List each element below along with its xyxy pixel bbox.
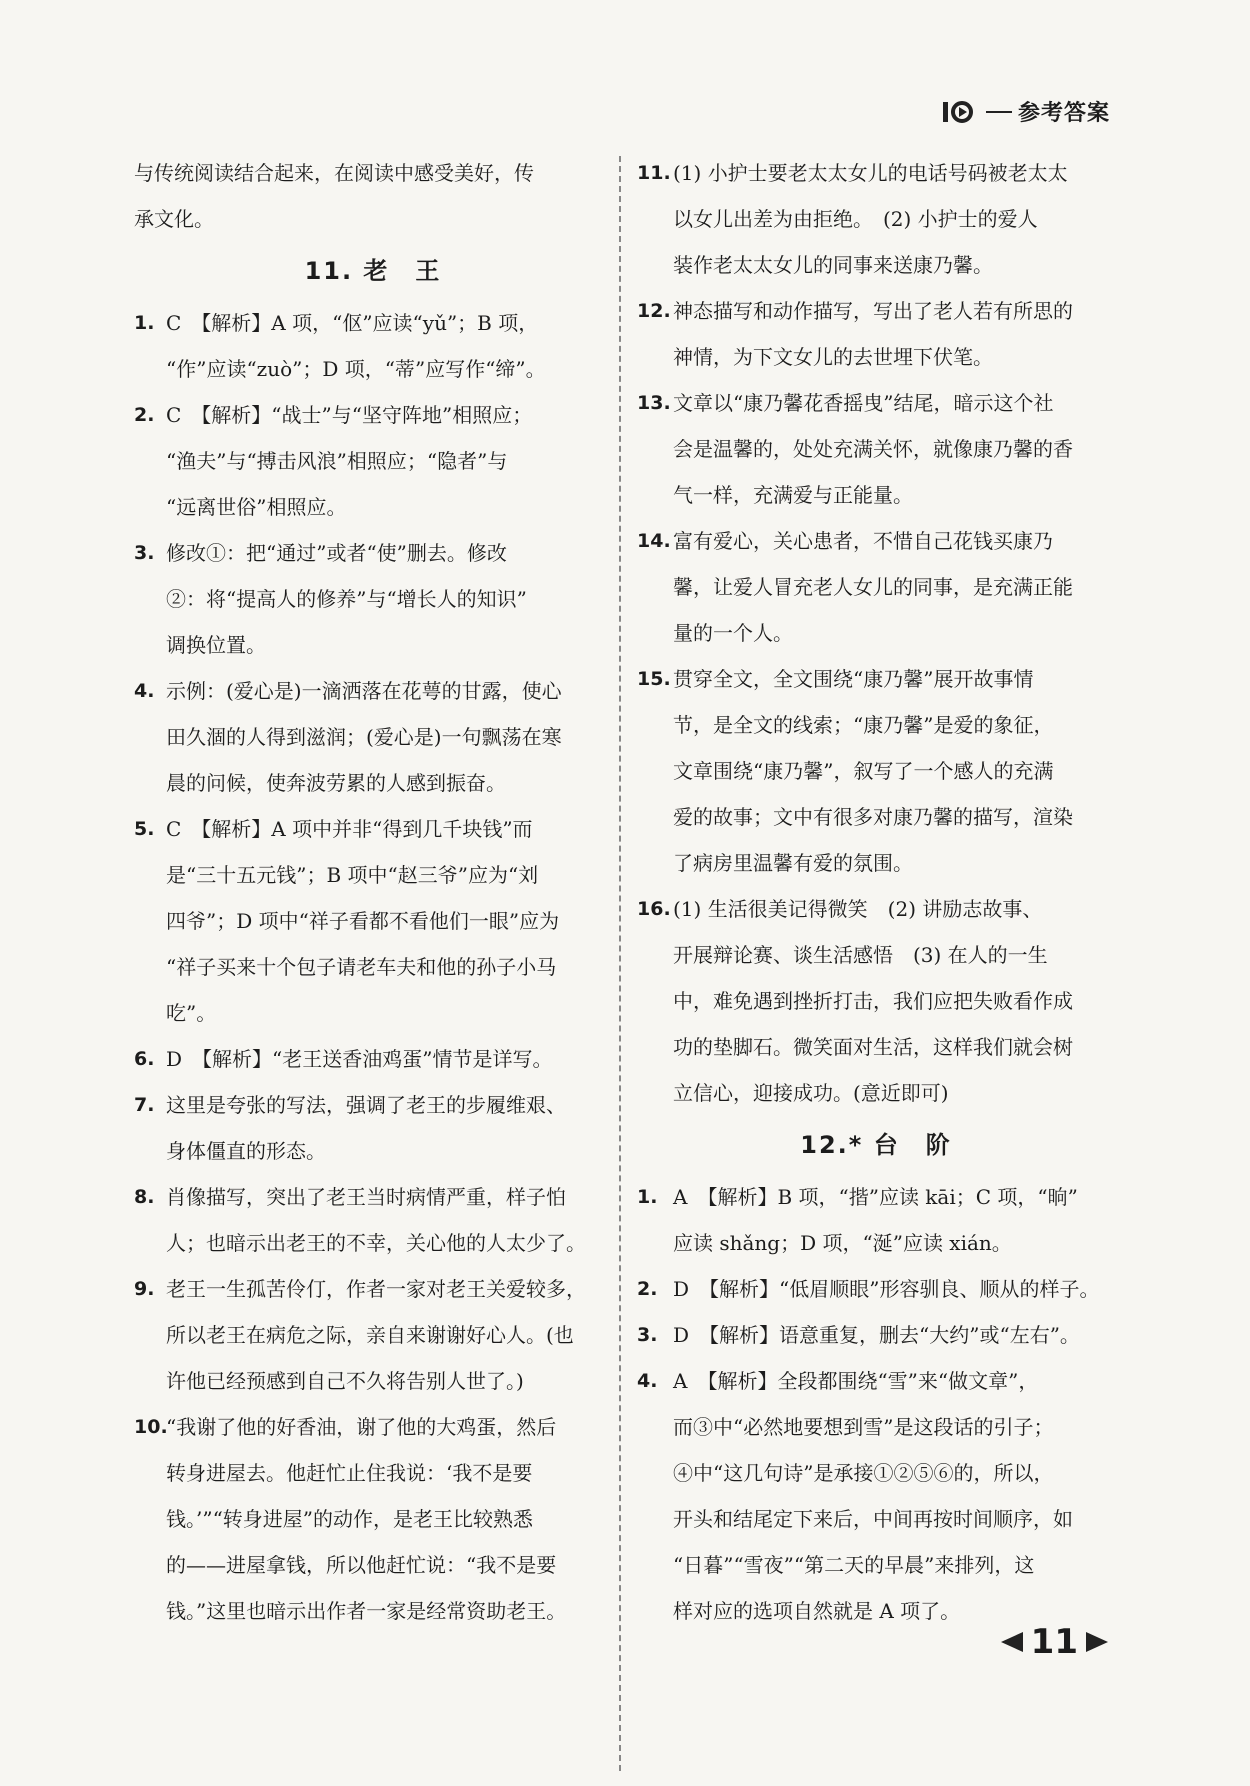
answer-line: A 【解析】全段都围绕“雪”来“做文章”，: [673, 1369, 1039, 1393]
answer-line: 神态描写和动作描写，写出了老人若有所思的: [673, 299, 1073, 323]
answer-line: 修改①：把“通过”或者“使”删去。修改: [166, 541, 507, 565]
logo-icon: [942, 100, 980, 124]
answer-line: D 【解析】“低眉顺眼”形容驯良、顺从的样子。: [673, 1277, 1100, 1301]
answer-line: C 【解析】A 项，“伛”应读“yǔ”；B 项，: [166, 311, 539, 335]
answer-line: “作”应读“zuò”；D 项，“蒂”应写作“缔”。: [166, 357, 546, 381]
answer-line: 的——进屋拿钱，所以他赶忙说：“我不是要: [166, 1553, 557, 1577]
answer-number: 1.: [637, 1186, 658, 1208]
answer-line: 气一样，充满爱与正能量。: [673, 483, 913, 507]
next-arrow-icon: [1084, 1629, 1110, 1655]
answer-line: 示例：(爱心是)一滴洒落在花萼的甘露，使心: [166, 679, 562, 703]
header-title: 参考答案: [1017, 101, 1110, 126]
answer-line: 了病房里温馨有爱的氛围。: [673, 851, 913, 875]
answer-number: 1.: [134, 312, 155, 334]
answer-line: D 【解析】语意重复，删去“大约”或“左右”。: [673, 1323, 1080, 1347]
answer-line: 身体僵直的形态。: [166, 1139, 326, 1163]
section-title-lao-wang: 11. 老 王: [304, 257, 442, 285]
column-divider: [619, 156, 621, 1771]
answer-line: 量的一个人。: [673, 621, 793, 645]
section-title-tai-jie: 12.* 台 阶: [800, 1131, 952, 1159]
answer-line: “日暮”“雪夜”“第二天的早晨”来排列，这: [673, 1553, 1035, 1577]
answer-line: 钱。’”“转身进屋”的动作，是老王比较熟悉: [166, 1507, 534, 1531]
answer-number: 7.: [134, 1094, 155, 1116]
answer-line: “远离世俗”相照应。: [166, 495, 347, 519]
answer-line: “祥子买来十个包子请老车夫和他的孙子小马: [166, 955, 557, 979]
left-column: [134, 150, 612, 1634]
answer-number: 4.: [637, 1370, 658, 1392]
answer-line: “我谢了他的好香油，谢了他的大鸡蛋，然后: [166, 1415, 557, 1439]
answer-line: 功的垫脚石。微笑面对生活，这样我们就会树: [673, 1035, 1073, 1059]
intro-line: 承文化。: [134, 207, 214, 231]
answer-item: [134, 1266, 612, 1404]
answer-line: 这里是夸张的写法，强调了老王的步履维艰、: [166, 1093, 566, 1117]
answer-line: 馨，让爱人冒充老人女儿的同事，是充满正能: [673, 575, 1073, 599]
answer-line: 四爷”；D 项中“祥子看都不看他们一眼”应为: [166, 909, 560, 933]
answer-number: 14.: [637, 530, 671, 552]
answer-line: 人；也暗示出老王的不幸，关心他的人太少了。: [166, 1231, 586, 1255]
answer-line: 田久涸的人得到滋润；(爱心是)一句飘荡在寒: [166, 725, 562, 749]
answer-line: 立信心，迎接成功。(意近即可): [673, 1081, 949, 1105]
answer-number: 15.: [637, 668, 671, 690]
header-dash: [986, 111, 1012, 113]
answer-line: 吃”。: [166, 1001, 217, 1025]
answer-number: 8.: [134, 1186, 155, 1208]
answer-item: [134, 1082, 612, 1174]
answer-item: [134, 1174, 612, 1266]
answer-item: [637, 1174, 1115, 1266]
answer-item: [637, 288, 1115, 380]
answer-item: [637, 150, 1115, 288]
answer-item: [134, 392, 612, 530]
answer-item: [134, 530, 612, 668]
answer-line: 开头和结尾定下来后，中间再按时间顺序，如: [673, 1507, 1073, 1531]
answer-line: 开展辩论赛、谈生活感悟 (3) 在人的一生: [673, 943, 1048, 967]
left-answer-list: [134, 300, 612, 1634]
answer-number: 11.: [637, 162, 671, 184]
answer-number: 5.: [134, 818, 155, 840]
answer-line: 钱。”这里也暗示出作者一家是经常资助老王。: [166, 1599, 567, 1623]
answer-line: 会是温馨的，处处充满关怀，就像康乃馨的香: [673, 437, 1073, 461]
answer-number: 3.: [637, 1324, 658, 1346]
answer-number: 10.: [134, 1416, 168, 1438]
answer-number: 9.: [134, 1278, 155, 1300]
answer-number: 16.: [637, 898, 671, 920]
answer-line: (1) 生活很美记得微笑 (2) 讲励志故事、: [673, 897, 1043, 921]
answer-line: 富有爱心，关心患者，不惜自己花钱买康乃: [673, 529, 1053, 553]
answer-line: 应读 shǎng；D 项，“涎”应读 xián。: [673, 1231, 1012, 1255]
answer-line: 中，难免遇到挫折打击，我们应把失败看作成: [673, 989, 1073, 1013]
answer-number: 3.: [134, 542, 155, 564]
answer-line: 许他已经预感到自己不久将告别人世了。): [166, 1369, 524, 1393]
answer-line: ②：将“提高人的修养”与“增长人的知识”: [166, 587, 527, 611]
answer-item: [637, 1358, 1115, 1634]
answer-line: 文章以“康乃馨花香摇曳”结尾，暗示这个社: [673, 391, 1054, 415]
answer-line: 而③中“必然地要想到雪”是这段话的引子；: [673, 1415, 1054, 1439]
answer-line: D 【解析】“老王送香油鸡蛋”情节是详写。: [166, 1047, 553, 1071]
answer-line: 文章围绕“康乃馨”，叙写了一个感人的充满: [673, 759, 1054, 783]
prev-arrow-icon: [999, 1629, 1025, 1655]
answer-line: 转身进屋去。他赶忙止住我说：‘我不是要: [166, 1461, 533, 1485]
page-header: [942, 96, 1110, 127]
answer-item: [134, 1404, 612, 1634]
answer-number: 2.: [637, 1278, 658, 1300]
answer-item: [134, 1036, 612, 1082]
answer-line: 晨的问候，使奔波劳累的人感到振奋。: [166, 771, 506, 795]
answer-line: “渔夫”与“搏击风浪”相照应；“隐者”与: [166, 449, 508, 473]
answer-line: 贯穿全文，全文围绕“康乃馨”展开故事情: [673, 667, 1034, 691]
answer-number: 2.: [134, 404, 155, 426]
answer-line: 爱的故事；文中有很多对康乃馨的描写，渲染: [673, 805, 1073, 829]
answer-number: 12.: [637, 300, 671, 322]
answer-item: [134, 300, 612, 392]
answer-line: 装作老太太女儿的同事来送康乃馨。: [673, 253, 993, 277]
answer-number: 6.: [134, 1048, 155, 1070]
answer-line: 节，是全文的线索；“康乃馨”是爱的象征，: [673, 713, 1054, 737]
answer-line: ④中“这几句诗”是承接①②⑤⑥的，所以，: [673, 1461, 1054, 1485]
answer-item: [637, 1312, 1115, 1358]
right-column: [637, 150, 1115, 1634]
answer-line: 肖像描写，突出了老王当时病情严重，样子怕: [166, 1185, 566, 1209]
right-answer-list-b: [637, 1174, 1115, 1634]
answer-line: A 【解析】B 项，“揩”应读 kāi；C 项，“晌”: [673, 1185, 1078, 1209]
answer-number: 4.: [134, 680, 155, 702]
page-number: 11: [1030, 1622, 1078, 1662]
answer-line: 所以老王在病危之际，亲自来谢谢好心人。(也: [166, 1323, 574, 1347]
answer-item: [637, 518, 1115, 656]
answer-item: [637, 380, 1115, 518]
answer-line: 以女儿出差为由拒绝。 (2) 小护士的爱人: [673, 207, 1038, 231]
answer-item: [134, 668, 612, 806]
answer-line: 样对应的选项自然就是 A 项了。: [673, 1599, 961, 1623]
answer-item: [637, 656, 1115, 886]
answer-item: [637, 1266, 1115, 1312]
answer-line: C 【解析】“战士”与“坚守阵地”相照应；: [166, 403, 533, 427]
answer-item: [637, 886, 1115, 1116]
answer-number: 13.: [637, 392, 671, 414]
answer-line: 调换位置。: [166, 633, 266, 657]
intro-text: [134, 150, 612, 242]
answer-line: 是“三十五元钱”；B 项中“赵三爷”应为“刘: [166, 863, 539, 887]
answer-line: 神情，为下文女儿的去世埋下伏笔。: [673, 345, 993, 369]
answer-item: [134, 806, 612, 1036]
intro-line: 与传统阅读结合起来，在阅读中感受美好，传: [134, 161, 534, 185]
answer-line: (1) 小护士要老太太女儿的电话号码被老太太: [673, 161, 1068, 185]
page-footer: [999, 1622, 1110, 1662]
answer-line: 老王一生孤苦伶仃，作者一家对老王关爱较多，: [166, 1277, 586, 1301]
answer-line: C 【解析】A 项中并非“得到几千块钱”而: [166, 817, 533, 841]
right-answer-list-a: [637, 150, 1115, 1116]
